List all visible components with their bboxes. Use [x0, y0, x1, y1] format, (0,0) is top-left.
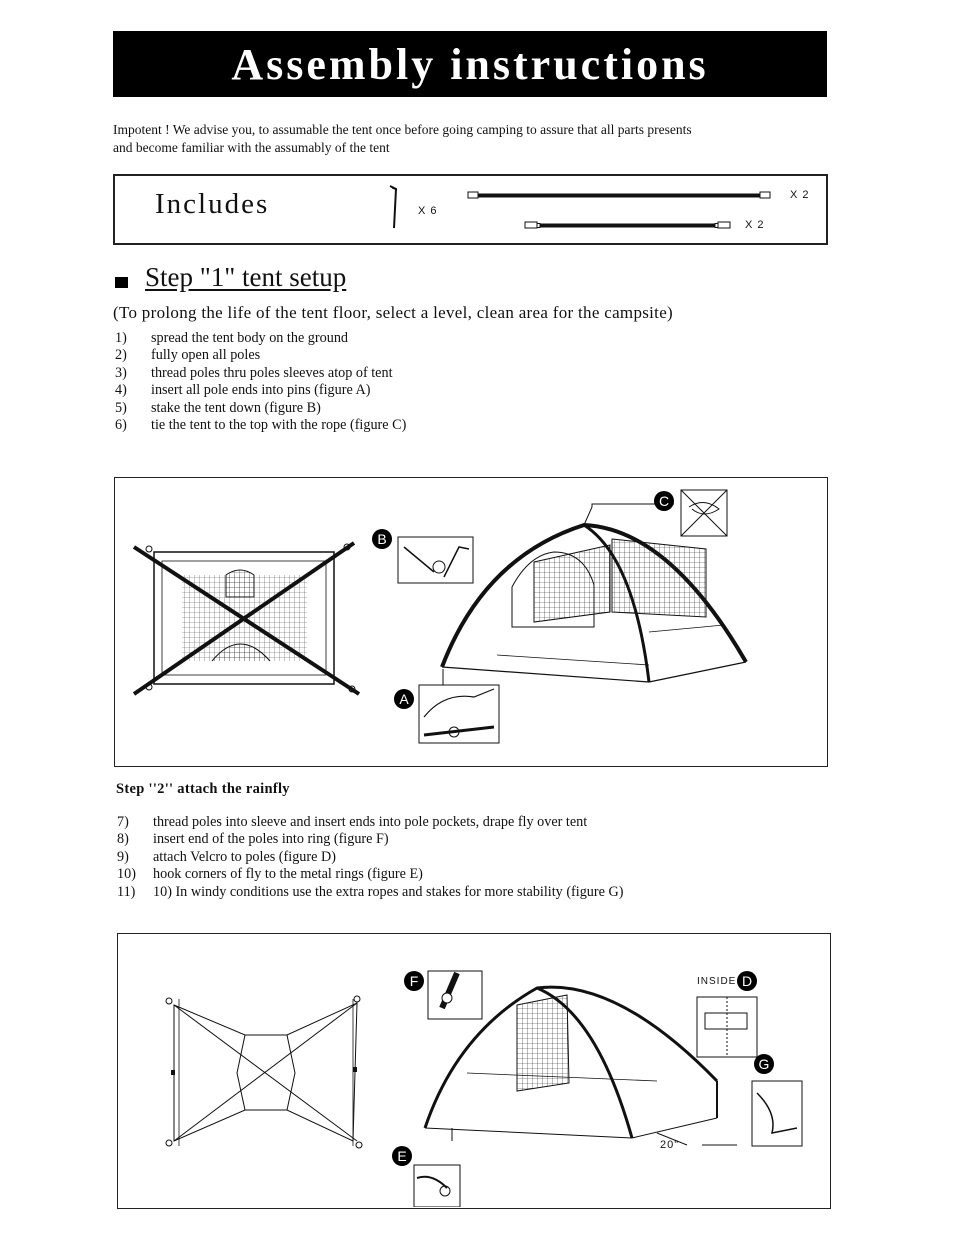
long-pole-icon — [468, 192, 770, 198]
figure-f-detail — [428, 971, 482, 1019]
figure-b-detail — [398, 537, 473, 583]
list-item: 4) insert all pole ends into pins (figure A) — [115, 382, 371, 399]
distance-label: 20" — [660, 1139, 680, 1151]
step1-note: (To prolong the life of the tent floor, select a level, clean area for the campsite) — [113, 303, 674, 322]
figure-e-detail — [414, 1165, 460, 1207]
includes-label: Includes — [155, 188, 270, 220]
step1-list — [115, 330, 406, 434]
figure-f-badge: F — [404, 971, 424, 991]
figure-g-badge: G — [754, 1054, 774, 1074]
list-item: 10) hook corners of fly to the metal rings (figure E) — [117, 866, 423, 883]
step2-list — [117, 814, 623, 901]
page-title: Assembly instructions — [231, 39, 709, 89]
includes-parts-illustration — [380, 180, 800, 236]
step1-tent-illustration — [114, 477, 826, 765]
intro-line-1: Impotent ! We advise you, to assumable the tent once before going camping to assure that all parts presents — [113, 122, 692, 137]
list-item: 3) thread poles thru poles sleeves atop of tent — [115, 364, 393, 381]
list-item: 7) thread poles into sleeve and insert ends into pole pockets, drape fly over tent — [117, 814, 588, 830]
step1-title: Step "1" tent setup — [145, 262, 347, 292]
stake-icon — [390, 186, 397, 228]
list-item: 8) insert end of the poles into ring (figure F) — [117, 831, 389, 848]
stakes-quantity: X 6 — [418, 205, 438, 217]
figure-e-badge: E — [392, 1146, 412, 1166]
figure-d-badge: D — [737, 971, 757, 991]
inside-label: INSIDE — [697, 976, 737, 987]
figure-g-detail — [752, 1081, 802, 1146]
figure-a-badge: A — [394, 689, 414, 709]
figure-b-badge: B — [372, 529, 392, 549]
list-item: 1) spread the tent body on the ground — [115, 330, 349, 346]
figure-c-badge: C — [654, 491, 674, 511]
list-item: 11) 10) In windy conditions use the extra ropes and stakes for more stability (figure G) — [117, 883, 624, 900]
short-pole-icon — [525, 222, 730, 228]
list-item: 6) tie the tent to the top with the rope (figure C) — [115, 417, 407, 434]
list-item: 5) stake the tent down (figure B) — [115, 399, 321, 416]
step2-title: Step ''2'' attach the rainfly — [116, 781, 290, 797]
intro-paragraph — [113, 121, 813, 157]
step1-bullet — [115, 277, 128, 288]
step2-rainfly-illustration — [117, 933, 829, 1207]
list-item: 9) attach Velcro to poles (figure D) — [117, 848, 336, 865]
list-item: 2) fully open all poles — [115, 347, 261, 364]
short-poles-quantity: X 2 — [745, 219, 765, 231]
figure-a-detail — [419, 685, 499, 743]
title-banner — [113, 31, 827, 97]
tent-top-view — [134, 543, 359, 694]
long-poles-quantity: X 2 — [790, 189, 810, 201]
intro-line-2: and become familiar with the assumably of the tent — [113, 140, 390, 155]
figure-d-detail — [697, 997, 757, 1057]
figure-c-detail — [681, 490, 727, 536]
rainfly-top-view — [166, 996, 362, 1148]
